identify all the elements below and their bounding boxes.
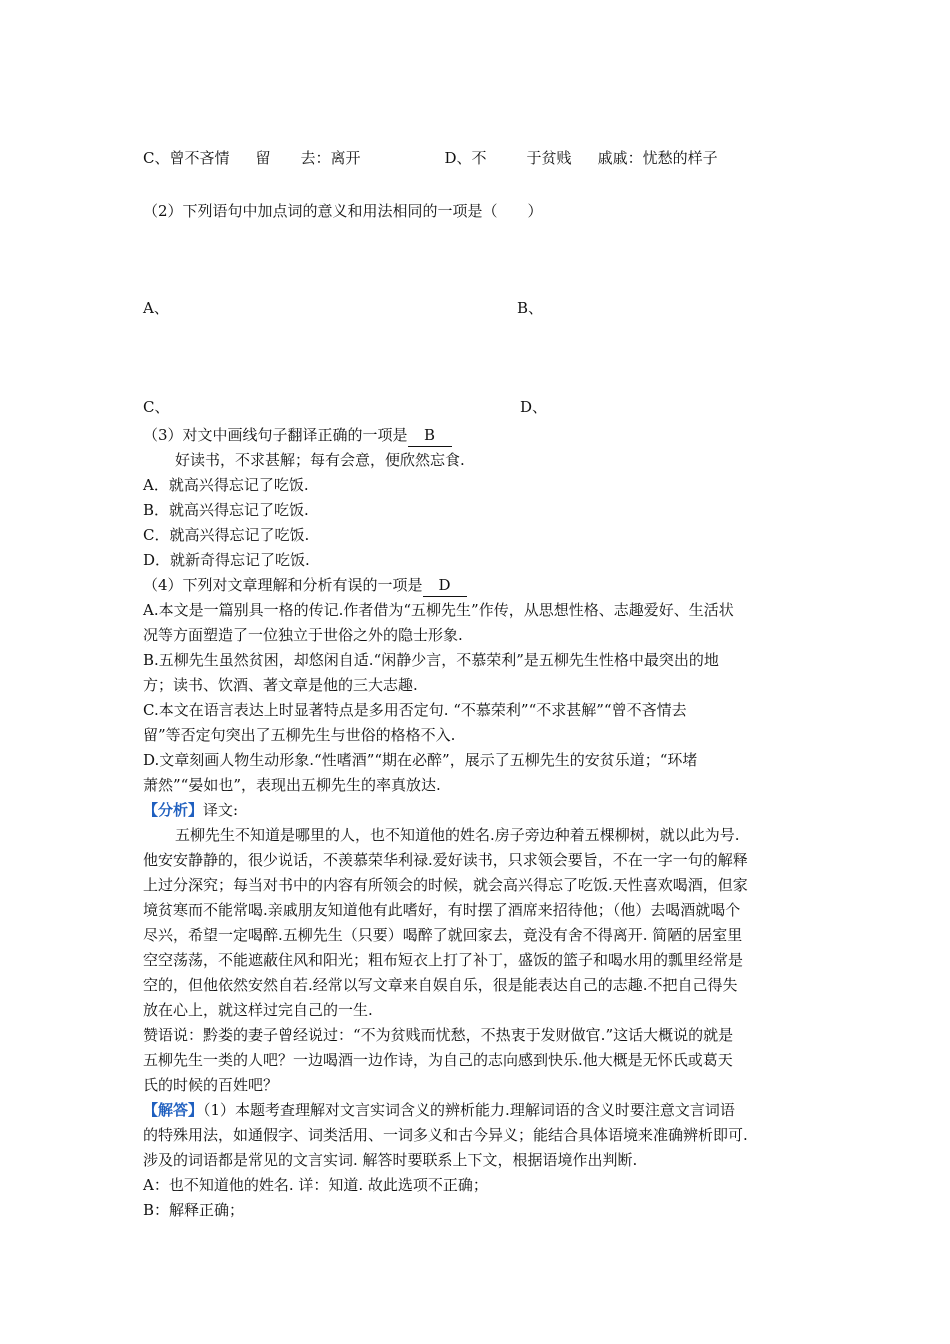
q4-stem-line <box>143 574 467 597</box>
q2-option-b: B、 <box>517 299 544 317</box>
analysis-tag: 【分析】 <box>143 801 204 819</box>
answer-line: A：也不知道他的姓名. 详：知道. 故此选项不正确； <box>143 1176 488 1194</box>
analysis-label: 译文: <box>203 801 239 819</box>
answer-first-line: （1）本题考查理解对文言实词含义的辨析能力.理解词语的含义时要注意文言词语 <box>203 1101 735 1119</box>
analysis-line: 赞语说：黔娄的妻子曾经说过：“不为贫贱而忧愁，不热衷于发财做官.”这话大概说的就是 <box>143 1026 734 1044</box>
q4-stem: （4）下列对文章理解和分析有误的一项是 <box>143 576 423 594</box>
q1-option-d-rest: 戚戚：忧愁的样子 <box>597 149 718 167</box>
analysis-line: 空空荡荡，不能遮蔽住风和阳光；粗布短衣上打了补丁，盛饭的篮子和喝水用的瓢里经常是 <box>143 951 744 969</box>
analysis-line: 氏的时候的百姓吧？ <box>143 1076 279 1094</box>
analysis-line: 他安安静静的，很少说话，不羡慕荣华利禄.爱好读书，只求领会要旨，不在一字一句的解释 <box>143 851 748 869</box>
answer-line: 涉及的词语都是常见的文言实词. 解答时要联系上下文，根据语境作出判断. <box>143 1151 638 1169</box>
q4-line: 方；读书、饮酒、著文章是他的三大志趣. <box>143 676 418 694</box>
analysis-line: 五柳先生不知道是哪里的人，也不知道他的姓名.房子旁边种着五棵柳树，就以此为号. <box>175 826 740 844</box>
q4-line: A.本文是一篇别具一格的传记.作者借为“五柳先生”作传，从思想性格、志趣爱好、生活状 <box>143 601 734 619</box>
analysis-line: 尽兴，希望一定喝醉.五柳先生（只要）喝醉了就回家去，竟没有舍不得离开. 简陋的居室里 <box>143 926 743 944</box>
q3-option-a: A．就高兴得忘记了吃饭. <box>143 476 309 494</box>
answer-line: 的特殊用法，如通假字、词类活用、一词多义和古今异义；能结合具体语境来准确辨析即可. <box>143 1126 748 1144</box>
q3-option-c: C．就高兴得忘记了吃饭. <box>143 526 310 544</box>
q3-stem-line <box>143 424 452 447</box>
q4-line: 萧然”“晏如也”，表现出五柳先生的率真放达. <box>143 776 441 794</box>
q1-option-d-mid: 于贫贱 <box>526 149 572 167</box>
analysis-line: 空的，但他依然安然自若.经常以写文章来自娱自乐，很是能表达自己的志趣.不把自己得失 <box>143 976 738 994</box>
q2-option-c: C、 <box>143 398 170 416</box>
q1-option-d-prefix: D、不 <box>444 149 487 167</box>
q4-line: 况等方面塑造了一位独立于世俗之外的隐士形象. <box>143 626 463 644</box>
q2-option-a: A、 <box>143 299 169 317</box>
answer-line: B：解释正确； <box>143 1201 245 1219</box>
answer-tag: 【解答】 <box>143 1101 204 1119</box>
q1-option-c-rest: 去：离开 <box>300 149 361 167</box>
answer-header <box>143 1099 735 1121</box>
analysis-header <box>143 799 238 821</box>
q2-option-d: D、 <box>520 398 548 416</box>
q3-quote: 好读书，不求甚解；每有会意，便欣然忘食. <box>175 451 465 469</box>
q1-option-c-word: 留 <box>255 149 271 167</box>
q1-option-c-prefix: C、曾不吝情 <box>143 149 230 167</box>
q3-stem: （3）对文中画线句子翻译正确的一项是 <box>143 426 408 444</box>
q1-options-line <box>143 147 718 169</box>
q3-answer: B <box>408 424 452 447</box>
q4-line: C.本文在语言表达上时显著特点是多用否定句. “不慕荣利”“不求甚解”“曾不吝情去 <box>143 701 687 719</box>
q2-stem: （2）下列语句中加点词的意义和用法相同的一项是（ ） <box>143 202 543 220</box>
q3-option-b: B．就高兴得忘记了吃饭. <box>143 501 309 519</box>
q4-answer: D <box>423 574 467 597</box>
analysis-line: 五柳先生一类的人吧？一边喝酒一边作诗，为自己的志向感到快乐.他大概是无怀氏或葛天 <box>143 1051 733 1069</box>
q4-line: B.五柳先生虽然贫困，却悠闲自适.“闲静少言，不慕荣利”是五柳先生性格中最突出的地 <box>143 651 719 669</box>
q4-line: 留”等否定句突出了五柳先生与世俗的格格不入. <box>143 726 456 744</box>
analysis-line: 上过分深究；每当对书中的内容有所领会的时候，就会高兴得忘了吃饭.天性喜欢喝酒，但家 <box>143 876 748 894</box>
analysis-line: 放在心上，就这样过完自己的一生. <box>143 1001 373 1019</box>
q3-option-d: D．就新奇得忘记了吃饭. <box>143 551 310 569</box>
q4-line: D.文章刻画人物生动形象.“性嗜酒”“期在必醉”，展示了五柳先生的安贫乐道；“环堵 <box>143 751 698 769</box>
analysis-line: 境贫寒而不能常喝.亲戚朋友知道他有此嗜好，有时摆了酒席来招待他；（他）去喝酒就喝个 <box>143 901 741 919</box>
